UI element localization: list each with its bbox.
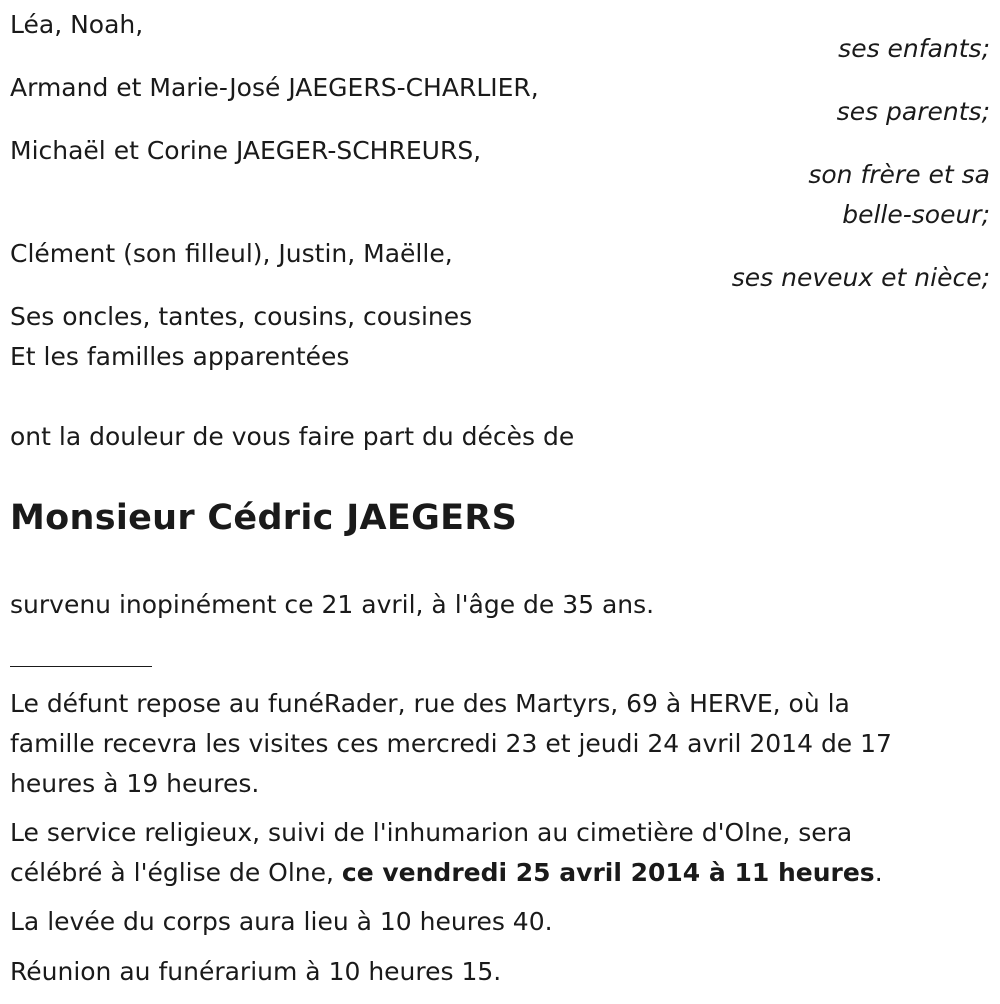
nephews-role: ses neveux et nièce;: [731, 263, 990, 292]
extended-family-line1: Ses oncles, tantes, cousins, cousines: [10, 302, 473, 331]
service-date: ce vendredi 25 avril 2014 à 11 heures: [341, 858, 875, 887]
parents-role: ses parents;: [836, 97, 990, 126]
sibling-role-line2: belle-soeur;: [842, 200, 990, 229]
nephews-names: Clément (son filleul), Justin, Maëlle,: [10, 239, 453, 268]
service-line-2-suffix: .: [874, 858, 883, 887]
children-role: ses enfants;: [838, 34, 990, 63]
death-info: survenu inopinément ce 21 avril, à l'âge de 35 ans.: [10, 590, 655, 619]
sibling-names: Michaël et Corine JAEGER-SCHREURS,: [10, 136, 482, 165]
levee-du-corps: La levée du corps aura lieu à 10 heures 40.: [10, 907, 553, 936]
service-line-1: Le service religieux, suivi de l'inhumarion au cimetière d'Olne, sera: [10, 818, 853, 847]
children-names: Léa, Noah,: [10, 10, 144, 39]
service-line-2: [10, 858, 883, 888]
rest-line-1: Le défunt repose au funéRader, rue des Martyrs, 69 à HERVE, où la: [10, 689, 850, 718]
rest-line-3: heures à 19 heures.: [10, 769, 260, 798]
deceased-name: Monsieur Cédric JAEGERS: [10, 498, 518, 538]
separator-line: [10, 666, 152, 667]
announcement-text: ont la douleur de vous faire part du décès de: [10, 422, 575, 451]
extended-family-line2: Et les familles apparentées: [10, 342, 350, 371]
reunion-funerarium: Réunion au funérarium à 10 heures 15.: [10, 957, 502, 986]
sibling-role-line1: son frère et sa: [808, 160, 990, 189]
parents-names: Armand et Marie-José JAEGERS-CHARLIER,: [10, 73, 539, 102]
rest-line-2: famille recevra les visites ces mercredi 23 et jeudi 24 avril 2014 de 17: [10, 729, 892, 758]
service-line-2-prefix: célébré à l'église de Olne,: [10, 858, 342, 887]
